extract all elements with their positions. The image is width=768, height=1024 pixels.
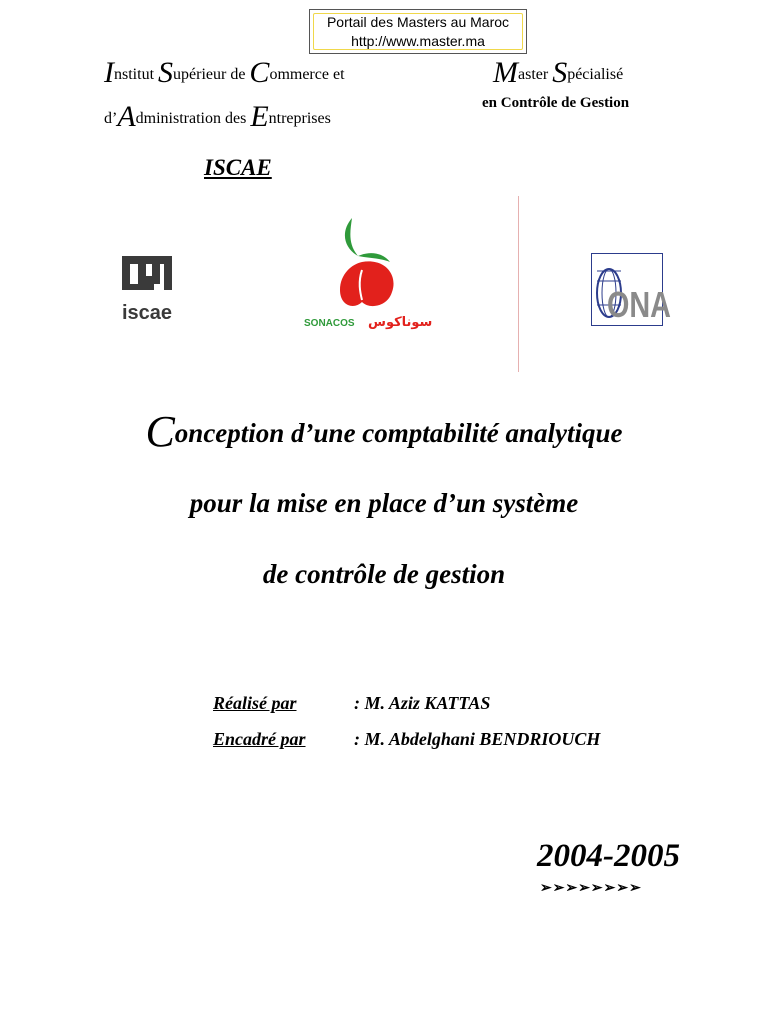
arrow-ornament-icon: ➢➢➢➢➢➢➢➢ [540, 881, 642, 896]
encadre-label-text: Encadré par [213, 729, 306, 749]
master-word: aster [518, 66, 553, 83]
dropcap-m: M [493, 56, 518, 89]
iscae-logo-text: iscae [121, 302, 173, 324]
realise-par-value: : M. Aziz KATTAS [354, 693, 491, 713]
dropcap-e: E [250, 100, 269, 133]
ona-logo-text: ONA [607, 283, 671, 325]
vertical-divider [518, 196, 519, 372]
dropcap-title: C [145, 407, 175, 456]
institute-word: nstitut [114, 66, 159, 83]
institute-line-2 [104, 102, 331, 132]
institute-word: ommerce et [269, 66, 345, 83]
institute-word: upérieur de [173, 66, 250, 83]
master-line-2: en Contrôle de Gestion [482, 95, 630, 111]
institute-word: ntreprises [268, 110, 331, 127]
portal-title: Portail des Masters au Maroc [326, 14, 510, 30]
institute-line-1 [104, 58, 345, 88]
iscae-logo-icon [108, 248, 186, 326]
dropcap-i: I [104, 56, 114, 89]
institute-word: d’ [104, 110, 118, 127]
ona-logo-icon [591, 253, 671, 326]
master-line-1 [493, 58, 623, 88]
dropcap-s: S [158, 56, 174, 89]
institute-acronym: ISCAE [204, 155, 272, 180]
dropcap-a: A [117, 100, 136, 133]
dropcap-s2: S [552, 56, 568, 89]
realise-label-text: Réalisé par [213, 693, 297, 713]
portal-banner [309, 9, 527, 54]
realise-par-label [213, 693, 297, 714]
ona-logo [591, 253, 671, 326]
sonacos-logo [300, 212, 433, 334]
academic-year: 2004-2005 [537, 838, 680, 874]
encadre-par-value: : M. Abdelghani BENDRIOUCH [354, 729, 601, 749]
encadre-par-label [213, 729, 306, 750]
dropcap-c: C [249, 56, 270, 89]
portal-link[interactable]: http://www.master.ma [351, 33, 485, 49]
thesis-title-line-3: de contrôle de gestion [262, 559, 506, 589]
sonacos-logo-text: SONACOS [304, 318, 355, 329]
thesis-title-line-1 [0, 407, 768, 456]
thesis-title-line-2: pour la mise en place d’un système [189, 488, 579, 518]
master-word: pécialisé [567, 66, 624, 83]
institute-word: dministration des [135, 110, 251, 127]
iscae-logo [108, 248, 186, 326]
sonacos-logo-arabic: سوناكوس [368, 315, 433, 330]
sonacos-logo-icon [300, 212, 433, 334]
thesis-title-text-1: onception d’une comptabilité analytique [174, 418, 623, 448]
